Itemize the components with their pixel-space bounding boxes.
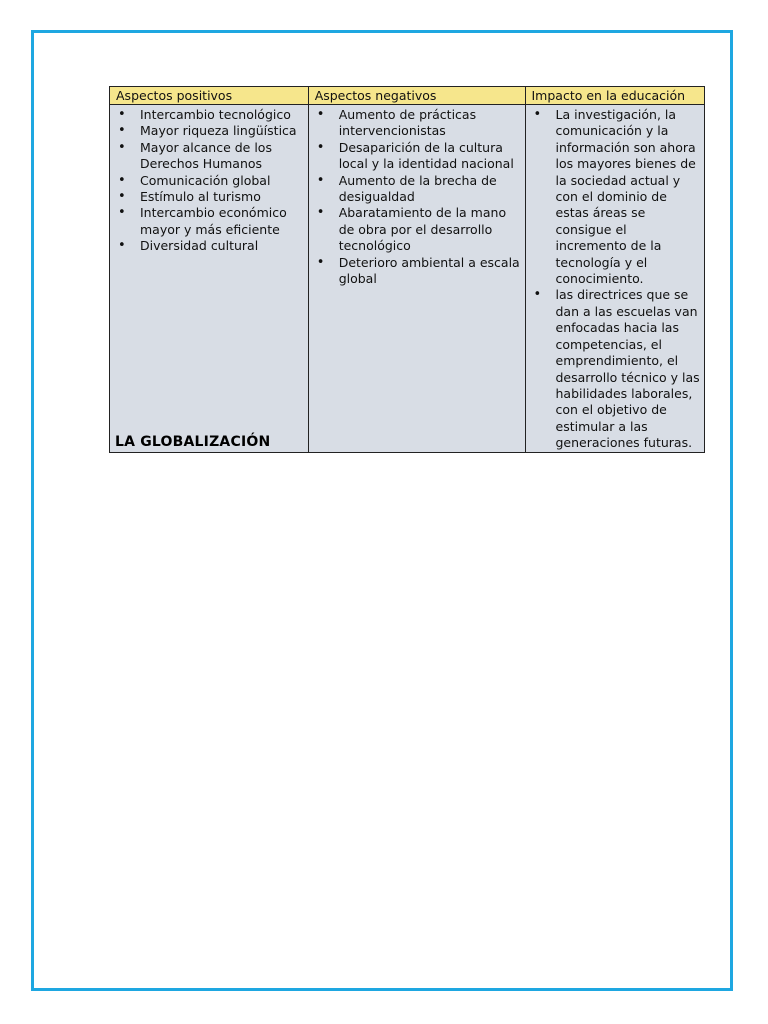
list-item: • Mayor riqueza lingüística [114, 123, 304, 139]
globalization-aspects-table [109, 86, 705, 453]
list-item: • Intercambio tecnológico [114, 107, 304, 123]
list-item: • Comunicación global [114, 173, 304, 189]
table-header-row [110, 87, 705, 105]
list-item: • Diversidad cultural [114, 238, 304, 254]
negativos-cell [308, 105, 525, 453]
list-item: • Intercambio económico mayor y más eficiente [114, 205, 304, 238]
list-item: • Estímulo al turismo [114, 189, 304, 205]
document-title: LA GLOBALIZACIÓN [115, 434, 271, 450]
positivos-list [114, 107, 304, 255]
list-item: • Desaparición de la cultura local y la identidad nacional [313, 140, 521, 173]
positivos-cell [110, 105, 309, 453]
list-item: • La investigación, la comunicación y la información son ahora los mayores bienes de la sociedad actual y con el dominio de estas áreas se consigue el incremento de la tecnología y el conocimiento. [530, 107, 701, 287]
list-item: • Deterioro ambiental a escala global [313, 255, 521, 288]
header-aspectos-negativos: Aspectos negativos [308, 87, 525, 105]
table-row [110, 105, 705, 453]
impacto-cell [525, 105, 705, 453]
impacto-list [530, 107, 701, 452]
list-item: • Abaratamiento de la mano de obra por el desarrollo tecnológico [313, 205, 521, 254]
list-item: • Mayor alcance de los Derechos Humanos [114, 140, 304, 173]
list-item: • Aumento de la brecha de desigualdad [313, 173, 521, 206]
header-impacto-educacion: Impacto en la educación [525, 87, 705, 105]
list-item: • las directrices que se dan a las escuelas van enfocadas hacia las competencias, el emprendimiento, el desarrollo técnico y las habilidades laborales, con el objetivo de estimular a las generaciones futuras. [530, 287, 701, 451]
list-item: • Aumento de prácticas intervencionistas [313, 107, 521, 140]
negativos-list [313, 107, 521, 287]
header-aspectos-positivos: Aspectos positivos [110, 87, 309, 105]
